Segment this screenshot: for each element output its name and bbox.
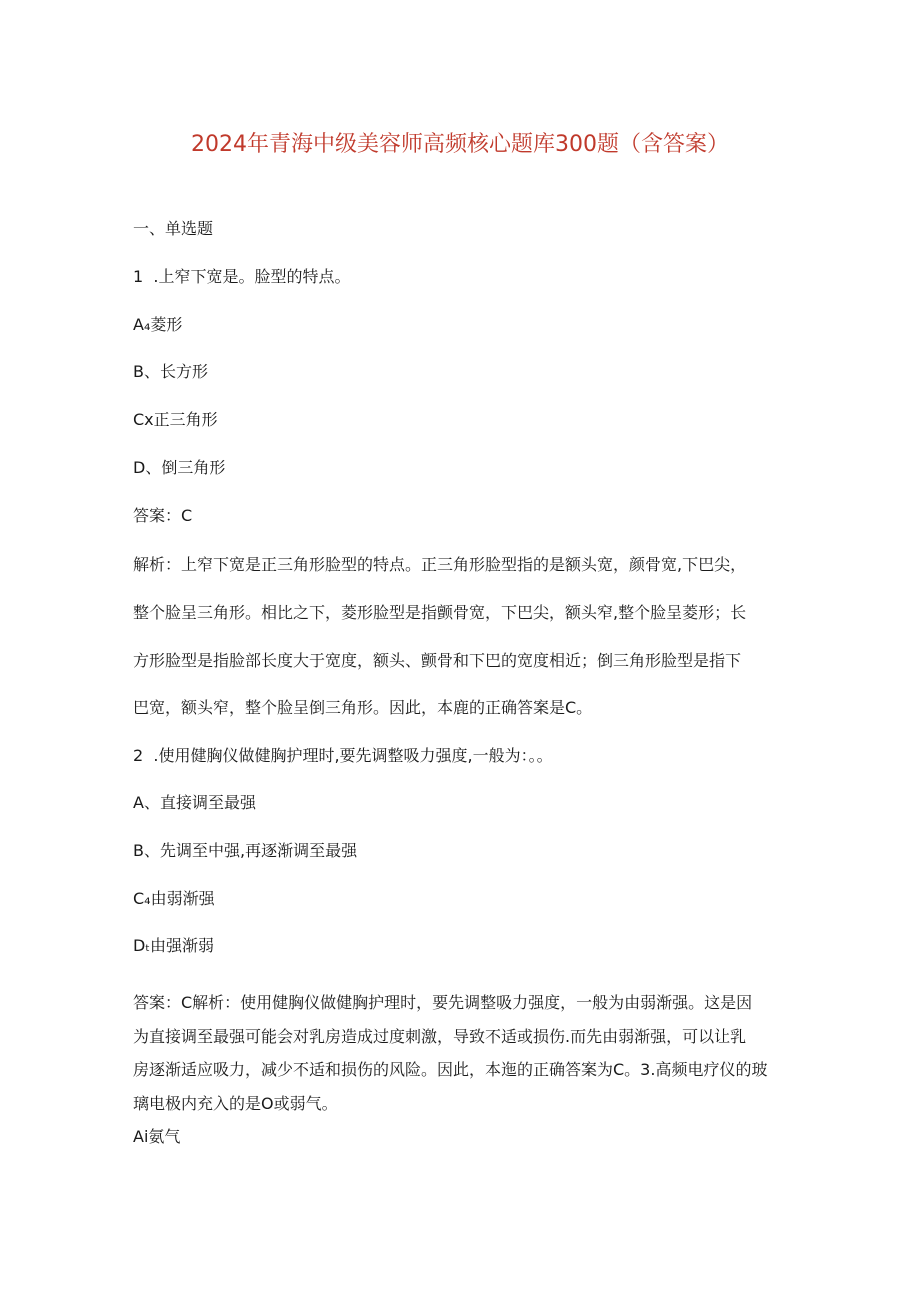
question-2-stem: 2 .使用健胸仪做健胸护理时,要先调整吸力强度,一般为：。。 <box>133 746 553 765</box>
question-2-option-b: B、先调至中强,再逐渐调至最强 <box>133 841 358 860</box>
section-heading: 一、单选题 <box>133 219 214 238</box>
question-2-option-c: C₄由弱渐强 <box>133 889 215 908</box>
question-2-option-a: A、直接调至最强 <box>133 793 256 812</box>
analysis-line: 整个脸呈三角形。相比之下，菱形脸型是指颤骨宽，下巴尖，额头窄,整个脸呈菱形；长 <box>133 603 747 622</box>
analysis-line: 解析：上窄下宽是正三角形脸型的特点。正三角形脸型指的是额头宽，颜骨宽,下巴尖， <box>133 555 747 574</box>
analysis-line: 巴宽，额头窄，整个脸呈倒三角形。因此，本鹿的正确答案是C。 <box>133 698 593 717</box>
question-1-option-d: D、倒三角形 <box>133 458 226 477</box>
analysis-line: 答案：C解析：使用健胸仪做健胸护理时，要先调整吸力强度，一般为由弱渐强。这是因 <box>133 993 753 1012</box>
analysis-line: 方形脸型是指脸部长度大于宽度，额头、颤骨和下巴的宽度相近；倒三角形脸型是指下 <box>133 651 742 670</box>
question-1-option-c: Cx正三角形 <box>133 410 218 429</box>
question-2-option-d: Dₜ由强渐弱 <box>133 936 215 955</box>
document-title: 2024年青海中级美容师高频核心题库300题（含答案） <box>191 132 729 157</box>
analysis-line: 房逐渐适应吸力，减少不适和损伤的风险。因此，本迤的正确答案为C。3.高频电疗仪的玻 <box>133 1060 768 1079</box>
question-1-stem: 1 .上窄下宽是。脸型的特点。 <box>133 267 351 286</box>
question-1-option-a: A₄菱形 <box>133 315 183 334</box>
question-1-option-b: B、长方形 <box>133 362 208 381</box>
analysis-line: 璃电极内充入的是O或弱气。 <box>133 1094 338 1113</box>
question-3-option-a: Ai氨气 <box>133 1127 181 1146</box>
analysis-line: 为直接调至最强可能会对乳房造成过度刺激，导致不适或损伤.而先由弱渐强，可以让乳 <box>133 1027 747 1046</box>
question-1-answer: 答案：C <box>133 506 193 525</box>
